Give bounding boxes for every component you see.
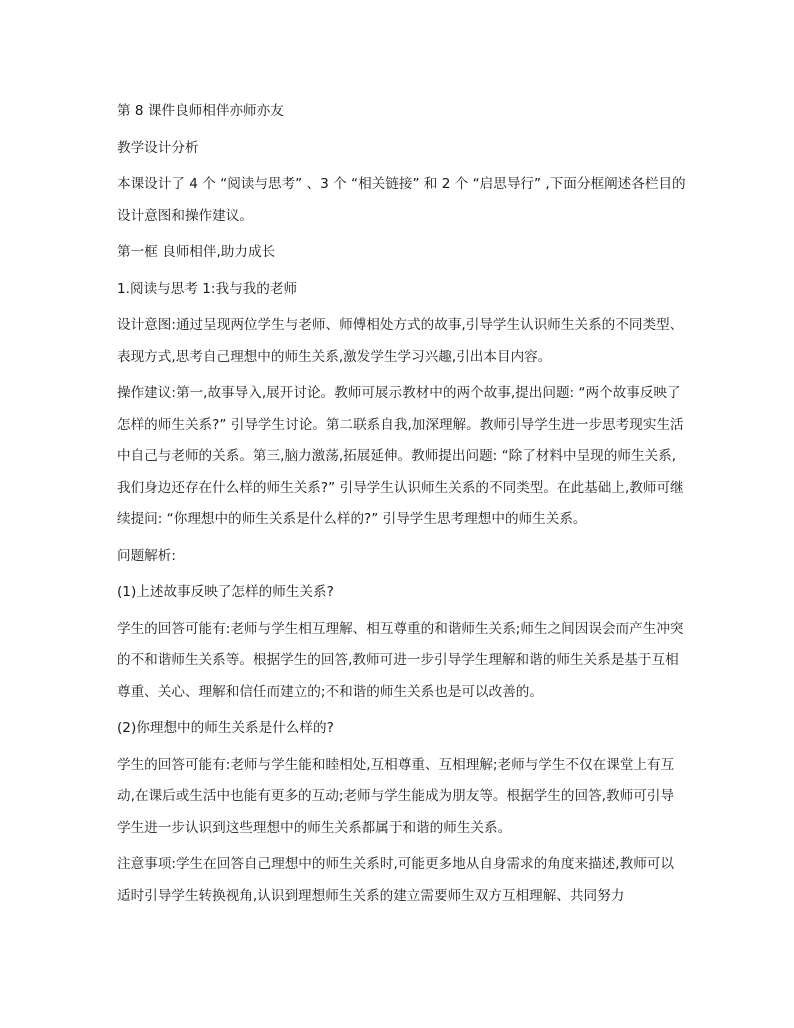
document-title: 第 8 课件良师相伴亦师亦友	[117, 103, 284, 119]
item-heading: 1.阅读与思考 1:我与我的老师	[117, 280, 298, 297]
answer-1: 学生的回答可能有:老师与学生相互理解、相互尊重的和谐师生关系;师生之间因误会而产生冲突的不和谐师生关系等。根据学生的回答,教师可进一步引导学生理解和谐的师生关系是基于互相尊重、关心、理解和信任而建立的;不和谐的师生关系也是可以改善的。	[117, 620, 684, 700]
document-page	[117, 96, 687, 917]
operation-paragraph: 操作建议:第一,故事导入,展开讨论。教师可展示教材中的两个故事,提出问题: “两个故事反映了怎样的师生关系?” 引导学生讨论。第二联系自我,加深理解。教师引导学生进一步思考现实生活中自己与老师的关系。第三,脑力激荡,拓展延伸。教师提出问题: “除了材料中呈现的师生关系,我们身边还存在什么样的师生关系?” 引导学生认识师生关系的不同类型。在此基础上,教师可继续提问: “你理想中的师生关系是什么样的?” 引导学生思考理想中的师生关系。	[117, 385, 684, 527]
question-1: (1)上述故事反映了怎样的师生关系?	[117, 584, 334, 600]
analysis-heading: 问题解析:	[117, 547, 176, 564]
note-paragraph: 注意事项:学生在回答自己理想中的师生关系时,可能更多地从自身需求的角度来描述,教师可以适时引导学生转换视角,认识到理想师生关系的建立需要师生双方互相理解、共同努力	[117, 856, 674, 904]
design-intent-paragraph: 设计意图:通过呈现两位学生与老师、师傅相处方式的故事,引导学生认识师生关系的不同类型、表现方式,思考自己理想中的师生关系,激发学生学习兴趣,引出本目内容。	[117, 317, 684, 365]
intro-paragraph: 本课设计了 4 个 “阅读与思考” 、3 个 “相关链接” 和 2 个 “启思导行” ,下面分框阐述各栏目的设计意图和操作建议。	[117, 176, 686, 224]
section-heading: 教学设计分析	[117, 139, 199, 156]
answer-2: 学生的回答可能有:老师与学生能和睦相处,互相尊重、互相理解;老师与学生不仅在课堂上有互动,在课后或生活中也能有更多的互动;老师与学生能成为朋友等。根据学生的回答,教师可引导学生进一步认识到这些理想中的师生关系都属于和谐的师生关系。	[117, 756, 675, 836]
question-2: (2)你理想中的师生关系是什么样的?	[117, 720, 334, 736]
frame-heading: 第一框 良师相伴,助力成长	[117, 244, 276, 260]
